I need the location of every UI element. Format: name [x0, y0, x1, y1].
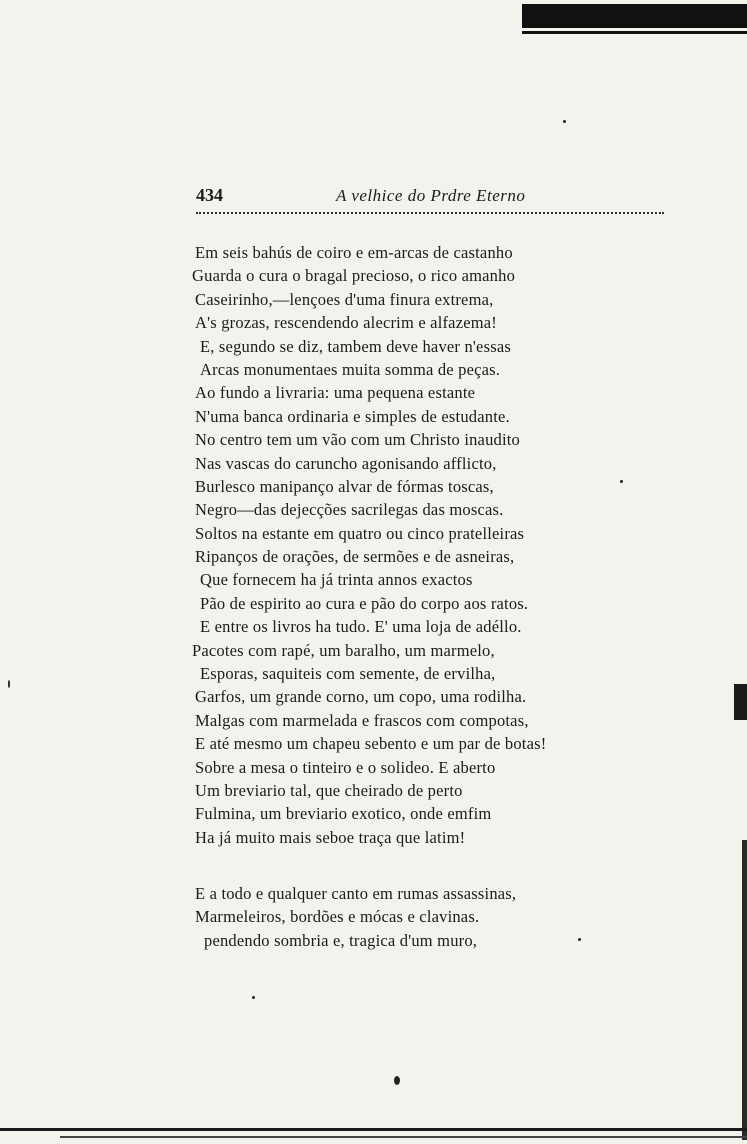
verse-line: Nas vascas do caruncho agonisando afflicto, [195, 453, 497, 473]
poem-stanza [192, 882, 642, 952]
verse-line: Negro—das dejecções sacrilegas das moscas. [195, 500, 504, 520]
verse-line: Sobre a mesa o tinteiro e o solideo. E aberto [195, 757, 496, 777]
header-dotted-rule [196, 212, 664, 214]
verse-line: Ao fundo a livraria: uma pequena estante [195, 383, 476, 403]
verse-line: Pacotes com rapé, um baralho, um marmelo, [192, 640, 495, 660]
verse-line: Esporas, saquiteis com semente, de ervilha, [200, 664, 496, 684]
verse-line: Que fornecem ha já trinta annos exactos [200, 570, 473, 590]
verse-line: Caseirinho,—lençoes d'uma finura extrema, [195, 289, 494, 309]
verse-line: A's grozas, rescendendo alecrim e alfazema! [195, 313, 497, 333]
verse-line: Ripanços de orações, de sermões e de asneiras, [195, 547, 515, 567]
ink-speck [394, 1076, 400, 1085]
verse-line: pendendo sombria e, tragica d'um muro, [204, 930, 478, 950]
verse-line: Ha já muito mais seboe traça que latim! [195, 827, 466, 847]
ink-speck [252, 996, 255, 999]
verse-line: No centro tem um vão com um Christo inaudito [195, 430, 520, 450]
verse-line: Fulmina, um breviario exotico, onde emfim [195, 804, 492, 824]
verse-line: E entre os livros ha tudo. E' uma loja de adéllo. [200, 617, 522, 637]
verse-line: Um breviario tal, que cheirado de perto [195, 780, 463, 800]
ink-speck [8, 680, 10, 688]
verse-line: Guarda o cura o bragal precioso, o rico amanho [192, 266, 516, 286]
verse-line: Garfos, um grande corno, um copo, uma rodilha. [195, 687, 527, 707]
ink-speck [563, 120, 566, 123]
scan-edge-artifact [60, 1136, 747, 1138]
verse-line: Arcas monumentaes muita somma de peças. [200, 359, 501, 379]
scan-edge-artifact [742, 840, 747, 1140]
scan-edge-artifact [734, 684, 747, 720]
poem-stanza [192, 241, 642, 849]
scan-edge-artifact [522, 4, 747, 34]
verse-line: Pão de espirito ao cura e pão do corpo aos ratos. [200, 593, 529, 613]
verse-line: Marmeleiros, bordões e mócas e clavinas. [195, 907, 480, 927]
verse-line: Em seis bahús de coiro e em-arcas de castanho [195, 243, 513, 262]
page-header [196, 185, 664, 207]
verse-line: N'uma banca ordinaria e simples de estudante. [195, 406, 510, 426]
verse-line: Soltos na estante em quatro ou cinco pratelleiras [195, 523, 525, 543]
verse-line: E, segundo se diz, tambem deve haver n'essas [200, 336, 511, 356]
verse-line: Burlesco manipanço alvar de fórmas toscas, [195, 476, 494, 496]
verse-line: E a todo e qualquer canto em rumas assassinas, [195, 884, 517, 903]
scan-edge-artifact [0, 1128, 747, 1131]
verse-line: E até mesmo um chapeu sebento e um par de botas! [195, 734, 547, 754]
page-number: 434 [196, 185, 223, 205]
verse-line: Malgas com marmelada e frascos com compotas, [195, 710, 529, 730]
running-title: A velhice do Prdre Eterno [336, 186, 526, 205]
